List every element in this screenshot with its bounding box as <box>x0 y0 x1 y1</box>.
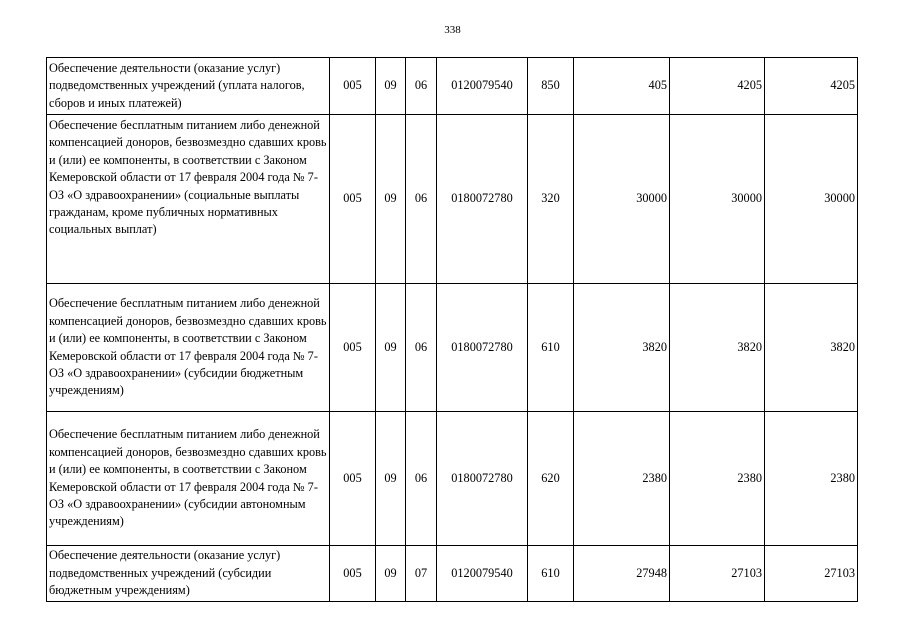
expense-type-code: 610 <box>528 546 574 602</box>
section-code: 09 <box>376 58 406 115</box>
subsection-code: 06 <box>406 284 437 412</box>
expense-type-code: 620 <box>528 412 574 546</box>
expense-type-code: 320 <box>528 115 574 284</box>
ministry-code: 005 <box>330 546 376 602</box>
amount-year-1: 30000 <box>574 115 670 284</box>
budget-table <box>46 57 858 602</box>
row-description: Обеспечение деятельности (оказание услуг) подведомственных учреждений (субсидии бюджетным учреждениям) <box>47 546 330 602</box>
row-description: Обеспечение бесплатным питанием либо денежной компенсацией доноров, безвозмездно сдавших кровь и (или) ее компоненты, в соответствии с Законом Кемеровской области от 17 февраля 2004 года № 7-ОЗ «О здравоохранении» (субсидии автономным учреждениям) <box>47 412 330 546</box>
amount-year-2: 2380 <box>670 412 765 546</box>
expense-type-code: 610 <box>528 284 574 412</box>
section-code: 09 <box>376 412 406 546</box>
section-code: 09 <box>376 115 406 284</box>
section-code: 09 <box>376 546 406 602</box>
amount-year-2: 30000 <box>670 115 765 284</box>
row-description: Обеспечение бесплатным питанием либо денежной компенсацией доноров, безвозмездно сдавших кровь и (или) ее компоненты, в соответствии с Законом Кемеровской области от 17 февраля 2004 года № 7-ОЗ «О здравоохранении» (социальные выплаты гражданам, кроме публичных нормативных социальных выплат) <box>47 115 330 284</box>
amount-year-2: 4205 <box>670 58 765 115</box>
amount-year-3: 30000 <box>765 115 858 284</box>
amount-year-2: 27103 <box>670 546 765 602</box>
amount-year-3: 4205 <box>765 58 858 115</box>
row-description: Обеспечение деятельности (оказание услуг) подведомственных учреждений (уплата налогов, сборов и иных платежей) <box>47 58 330 115</box>
ministry-code: 005 <box>330 58 376 115</box>
amount-year-1: 3820 <box>574 284 670 412</box>
subsection-code: 06 <box>406 115 437 284</box>
table-row <box>47 412 858 546</box>
expense-type-code: 850 <box>528 58 574 115</box>
target-article-code: 0180072780 <box>437 115 528 284</box>
subsection-code: 06 <box>406 58 437 115</box>
amount-year-1: 405 <box>574 58 670 115</box>
ministry-code: 005 <box>330 284 376 412</box>
subsection-code: 07 <box>406 546 437 602</box>
table-row <box>47 115 858 284</box>
target-article-code: 0120079540 <box>437 58 528 115</box>
amount-year-3: 27103 <box>765 546 858 602</box>
target-article-code: 0180072780 <box>437 284 528 412</box>
amount-year-2: 3820 <box>670 284 765 412</box>
section-code: 09 <box>376 284 406 412</box>
amount-year-3: 3820 <box>765 284 858 412</box>
subsection-code: 06 <box>406 412 437 546</box>
table-row <box>47 284 858 412</box>
row-description: Обеспечение бесплатным питанием либо денежной компенсацией доноров, безвозмездно сдавших кровь и (или) ее компоненты, в соответствии с Законом Кемеровской области от 17 февраля 2004 года № 7-ОЗ «О здравоохранении» (субсидии бюджетным учреждениям) <box>47 284 330 412</box>
ministry-code: 005 <box>330 412 376 546</box>
target-article-code: 0120079540 <box>437 546 528 602</box>
amount-year-1: 27948 <box>574 546 670 602</box>
ministry-code: 005 <box>330 115 376 284</box>
table-row <box>47 546 858 602</box>
target-article-code: 0180072780 <box>437 412 528 546</box>
amount-year-3: 2380 <box>765 412 858 546</box>
amount-year-1: 2380 <box>574 412 670 546</box>
table-row <box>47 58 858 115</box>
page-number: 338 <box>444 24 461 36</box>
